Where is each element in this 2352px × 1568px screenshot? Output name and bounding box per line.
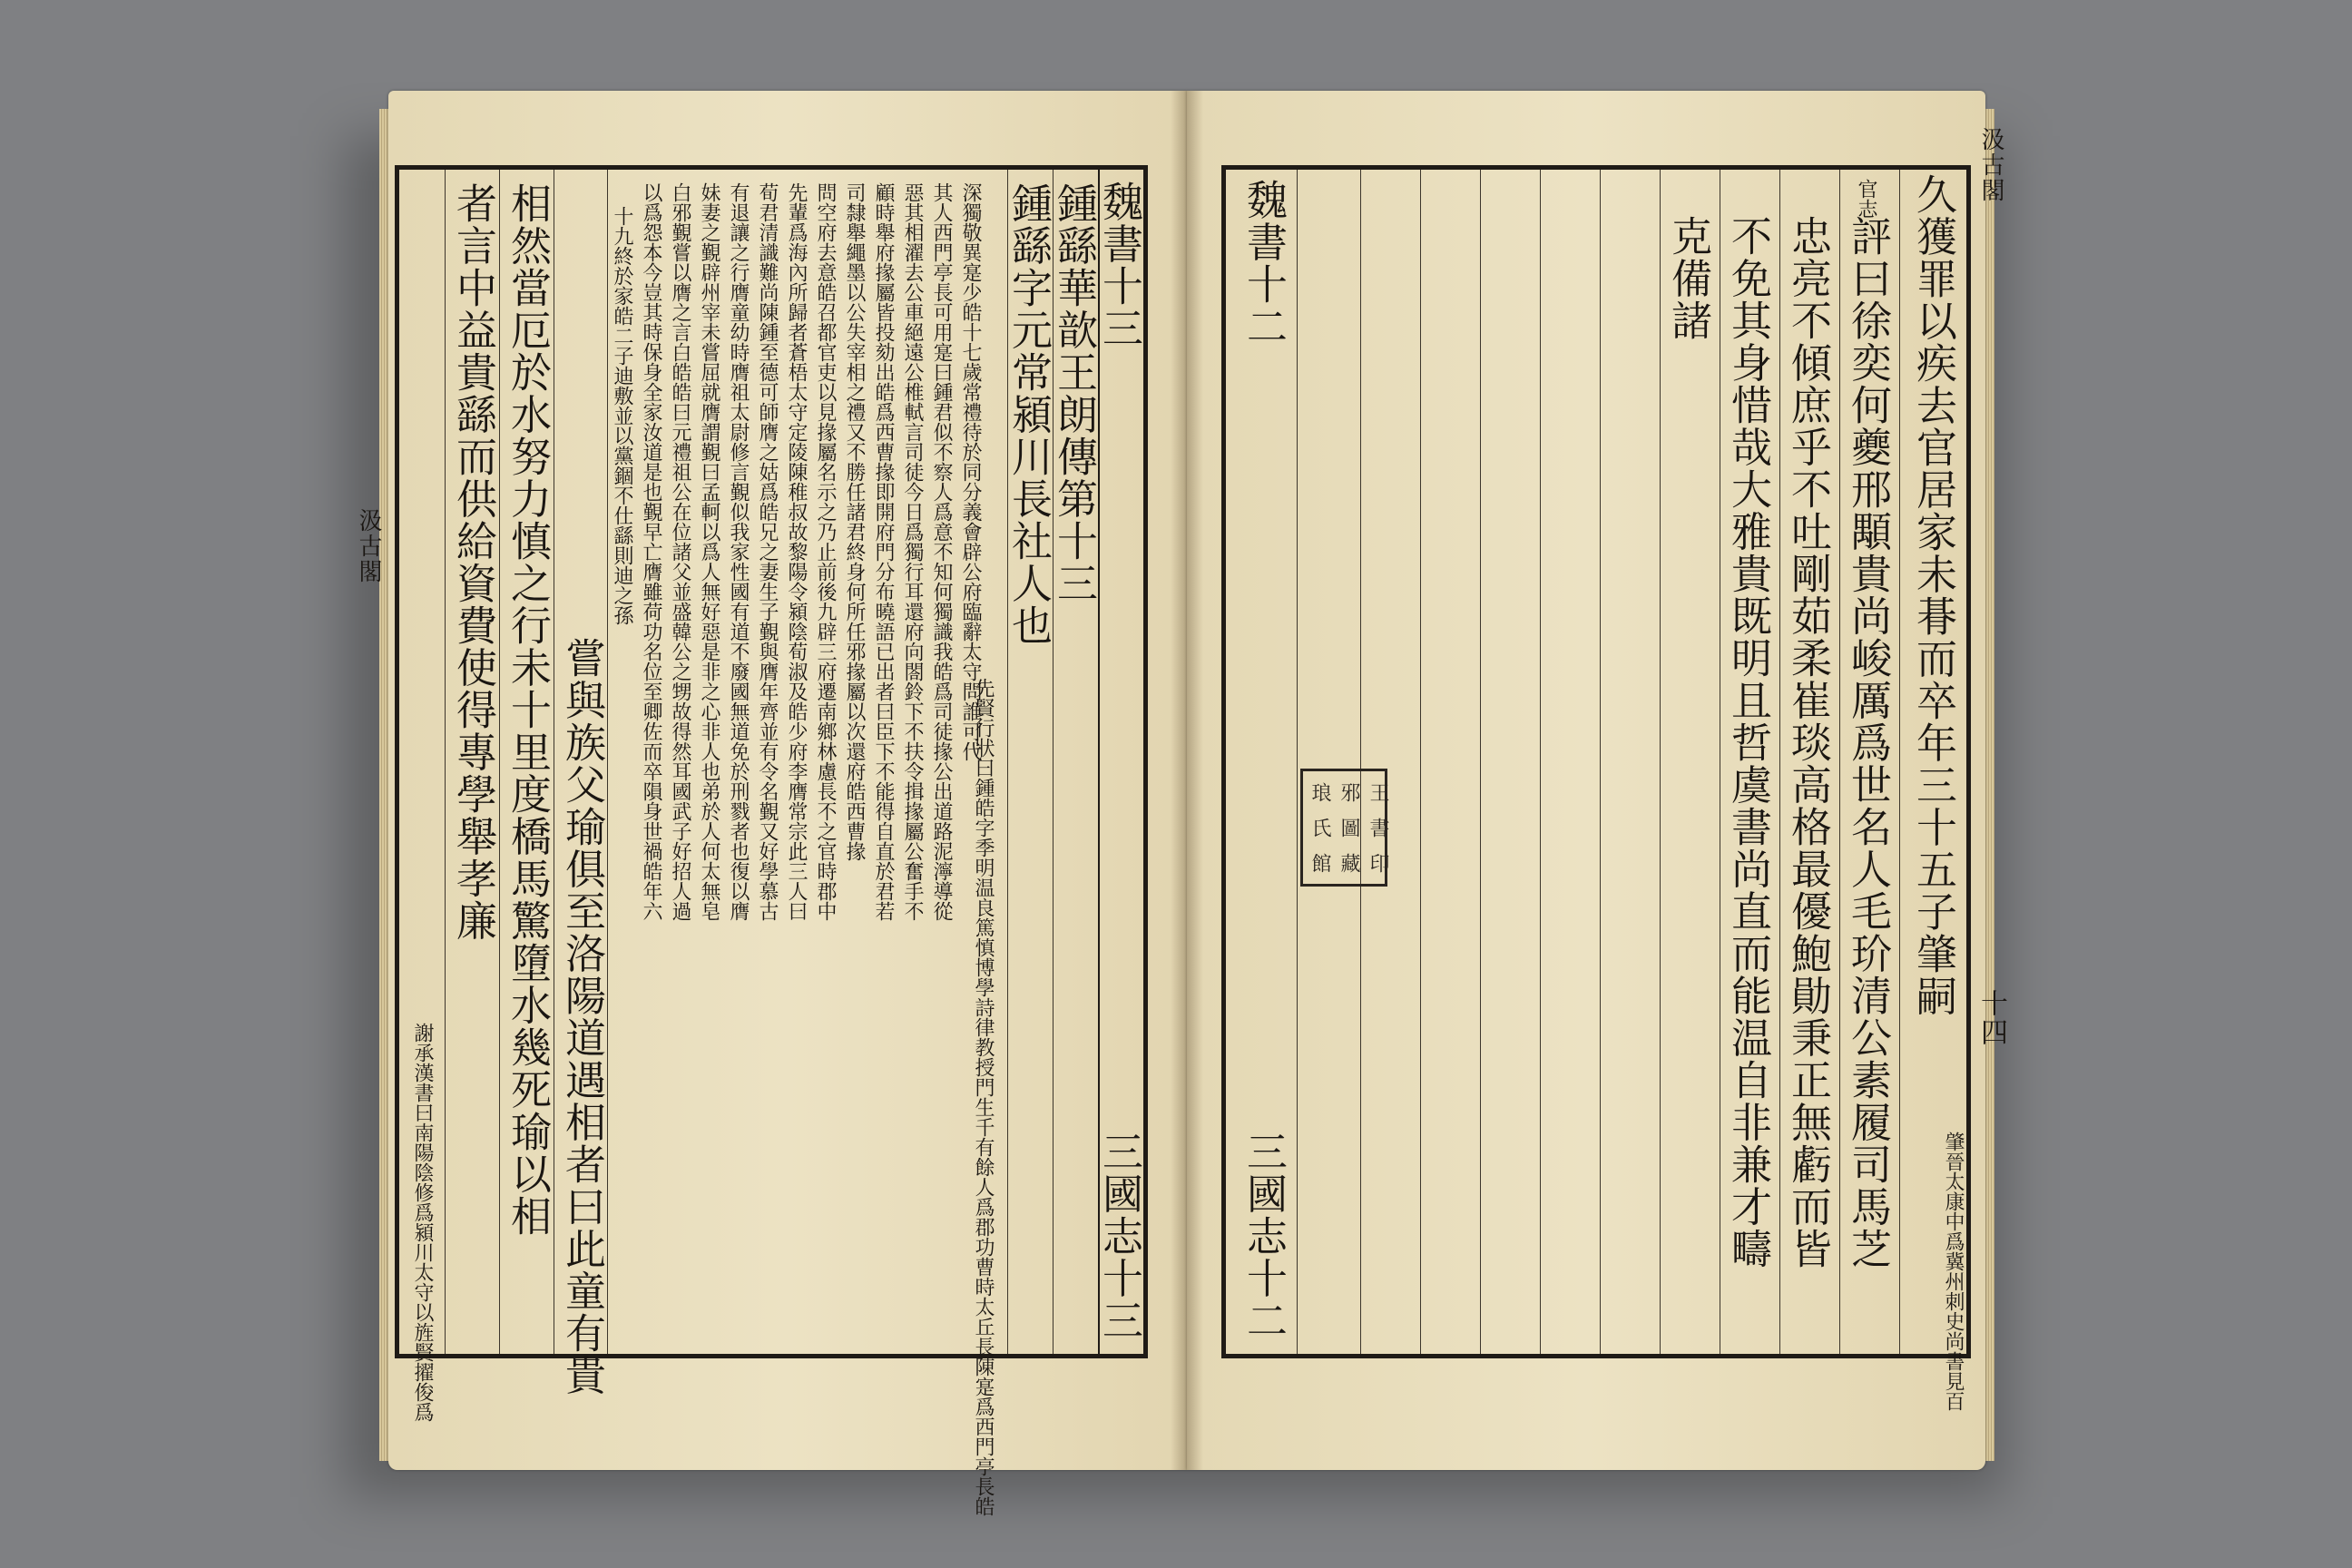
- seal-char: 王: [1367, 782, 1389, 803]
- main-column-1: [554, 170, 608, 1396]
- first-text-column: [1004, 170, 1053, 1354]
- note-column: [839, 170, 868, 1354]
- commentary-4: 克備諸: [1664, 215, 1712, 342]
- commentary-column-1: [1839, 170, 1899, 1354]
- main-text-3: 者言中益貴繇而供給資費使得專學舉孝廉: [449, 182, 497, 942]
- main-column-2: [499, 170, 554, 1354]
- blank-column-5: [1360, 170, 1420, 1354]
- chapter-title-column: [1050, 170, 1098, 1354]
- note-column: [926, 170, 956, 1354]
- left-header-text: 魏書十三: [1095, 181, 1143, 349]
- note-text: 惡其相濯去公車絕遠公椎軾言司徒今日爲獨行耳還府向閤鈴下不扶令揖掾屬公奮手不: [901, 182, 924, 921]
- left-header-column: [1095, 170, 1143, 1354]
- note-text: 妹妻之覲辟州宰未嘗屈就膺謂覲曰孟軻以爲人無好惡是非之心非人也弟於人何太無皂: [698, 182, 720, 921]
- note-text: 問空府去意皓召都官吏以見掾屬名示之乃止前後九辟三府遷南鄉林慮長不之官時郡中: [814, 182, 837, 921]
- note-column: [636, 170, 665, 1354]
- note-column: [810, 170, 839, 1354]
- right-header-text: 魏書十二: [1240, 179, 1288, 348]
- seal-char: 藏: [1338, 852, 1360, 873]
- right-top-main: 久獲罪以疾去官居家未朞而卒年三十五子肇嗣: [1909, 173, 1957, 1017]
- page-number: 十四: [1975, 989, 2007, 1047]
- note-column: [956, 170, 985, 1354]
- chapter-title: 鍾繇華歆王朗傳第十三: [1050, 182, 1098, 604]
- note-text: 有退讓之行膺童幼時膺祖太尉修言覲似我家性國有道不廢國無道免於刑戮者也復以膺: [727, 182, 750, 921]
- note-text: 顧時舉府掾屬皆投劾出皓爲西曹掾即開府門分布曉語已出者曰臣下不能得自直於君若: [872, 182, 895, 921]
- commentary-column-3: [1720, 170, 1779, 1354]
- commentary-1: 評曰徐奕何夔邢顒貴尚峻厲爲世名人毛玠清公素履司馬芝: [1844, 215, 1892, 1270]
- right-header-column: [1226, 170, 1297, 1354]
- right-footer-text: 三國志十二: [1240, 1130, 1288, 1341]
- note-column: [607, 170, 636, 1354]
- collector-seal: [1300, 769, 1387, 887]
- note-column: [868, 170, 897, 1354]
- note-text: 司隸舉繩墨以公失宰相之禮又不勝任諸君終身何所任邪掾屬以次還府皓西曹掾: [843, 182, 866, 861]
- main-text-2: 相然當厄於水努力慎之行未十里度橋馬驚墮水幾死瑜以相: [504, 182, 552, 1238]
- note-text: 深獨敬異寔少皓十七歲常禮待於同分義會辟公府臨辭太守問誰可代: [959, 182, 982, 761]
- note-column: [897, 170, 926, 1354]
- first-line-note: 先賢行狀曰鍾皓字季明温良篤慎博學詩律教授門生千有餘人爲郡功曹時太丘長陳寔爲西門亭長皓: [972, 678, 995, 1516]
- seal-char: 館: [1308, 852, 1331, 873]
- seal-char: 邪: [1338, 782, 1360, 803]
- note-head: 官志: [1855, 179, 1877, 219]
- note-text: 十九終於家皓二子迪敷並以黨錮不仕繇則迪之孫: [611, 206, 633, 625]
- left-text-frame: [395, 165, 1148, 1516]
- seal-char: 圖: [1338, 817, 1360, 838]
- blank-column-3: [1480, 170, 1540, 1354]
- right-top-column: [1899, 170, 1966, 1411]
- note-column: [694, 170, 723, 1354]
- commentary-column-4: [1660, 170, 1720, 1354]
- last-note-text: 謝承漢書曰南陽陰修爲潁川太守以旌賢擢俊爲: [411, 1023, 434, 1422]
- note-column: [665, 170, 694, 1354]
- blank-column-1: [1600, 170, 1660, 1354]
- note-text: 白邪覲嘗以膺之言白皓皓曰元禮祖公在位諸父並盛韓公之甥故得然耳國武子好招人過: [669, 182, 691, 921]
- left-footer-text: 三國志十三: [1095, 1130, 1143, 1341]
- note-text: 以爲怨本今豈其時保身全家汝道是也覲早亡膺雖荷功名位至卿佐而卒隕身世禍皓年六: [640, 182, 662, 921]
- note-column: [723, 170, 752, 1354]
- note-text: 荀君清識難尚陳鍾至德可師膺之姑爲皓兄之妻生子覲與膺年齊並有令名覲又好學慕古: [756, 182, 779, 921]
- main-text-1: 嘗與族父瑜俱至洛陽道遇相者曰此童有貴: [558, 637, 606, 1396]
- blank-column-4: [1420, 170, 1480, 1354]
- first-note-column: [972, 170, 1007, 1516]
- seal-char: 琅: [1308, 782, 1331, 803]
- right-text-frame: [1221, 165, 1971, 1411]
- main-column-3: [445, 170, 499, 1354]
- right-top-note: 肇晉太康中爲冀州刺史尚書見百: [1942, 1132, 1965, 1411]
- last-note-column: [399, 170, 445, 1422]
- seal-char: 書: [1367, 817, 1389, 838]
- blank-column-2: [1540, 170, 1600, 1354]
- seal-column: [1297, 170, 1389, 1354]
- seal-char: 氏: [1308, 817, 1331, 838]
- note-text: 先輩爲海內所歸者蒼梧太守定陵陳稚叔故黎陽令潁陰荀淑及皓少府李膺常宗此三人曰: [785, 182, 808, 921]
- book-gutter: [1171, 91, 1203, 1470]
- commentary-3: 不免其身惜哉大雅貴既明且哲虞書尚直而能温自非兼才疇: [1724, 215, 1772, 1270]
- first-line-main: 鍾繇字元常潁川長社人也: [1004, 182, 1053, 647]
- left-edge-label: 汲古閣: [355, 508, 382, 584]
- note-column: [752, 170, 781, 1354]
- right-edge-label: 汲古閣: [1977, 127, 2004, 203]
- commentary-column-2: [1779, 170, 1839, 1354]
- note-column: [781, 170, 810, 1354]
- note-text: 其人西門亭長可用寔曰鍾君似不察人爲意不知何獨識我皓爲司徒掾公出道路泥濘導從: [930, 182, 953, 921]
- commentary-2: 忠亮不傾庶乎不吐剛茹柔崔琰高格最優鮑勛秉正無虧而皆: [1784, 215, 1832, 1270]
- seal-char: 印: [1367, 852, 1389, 873]
